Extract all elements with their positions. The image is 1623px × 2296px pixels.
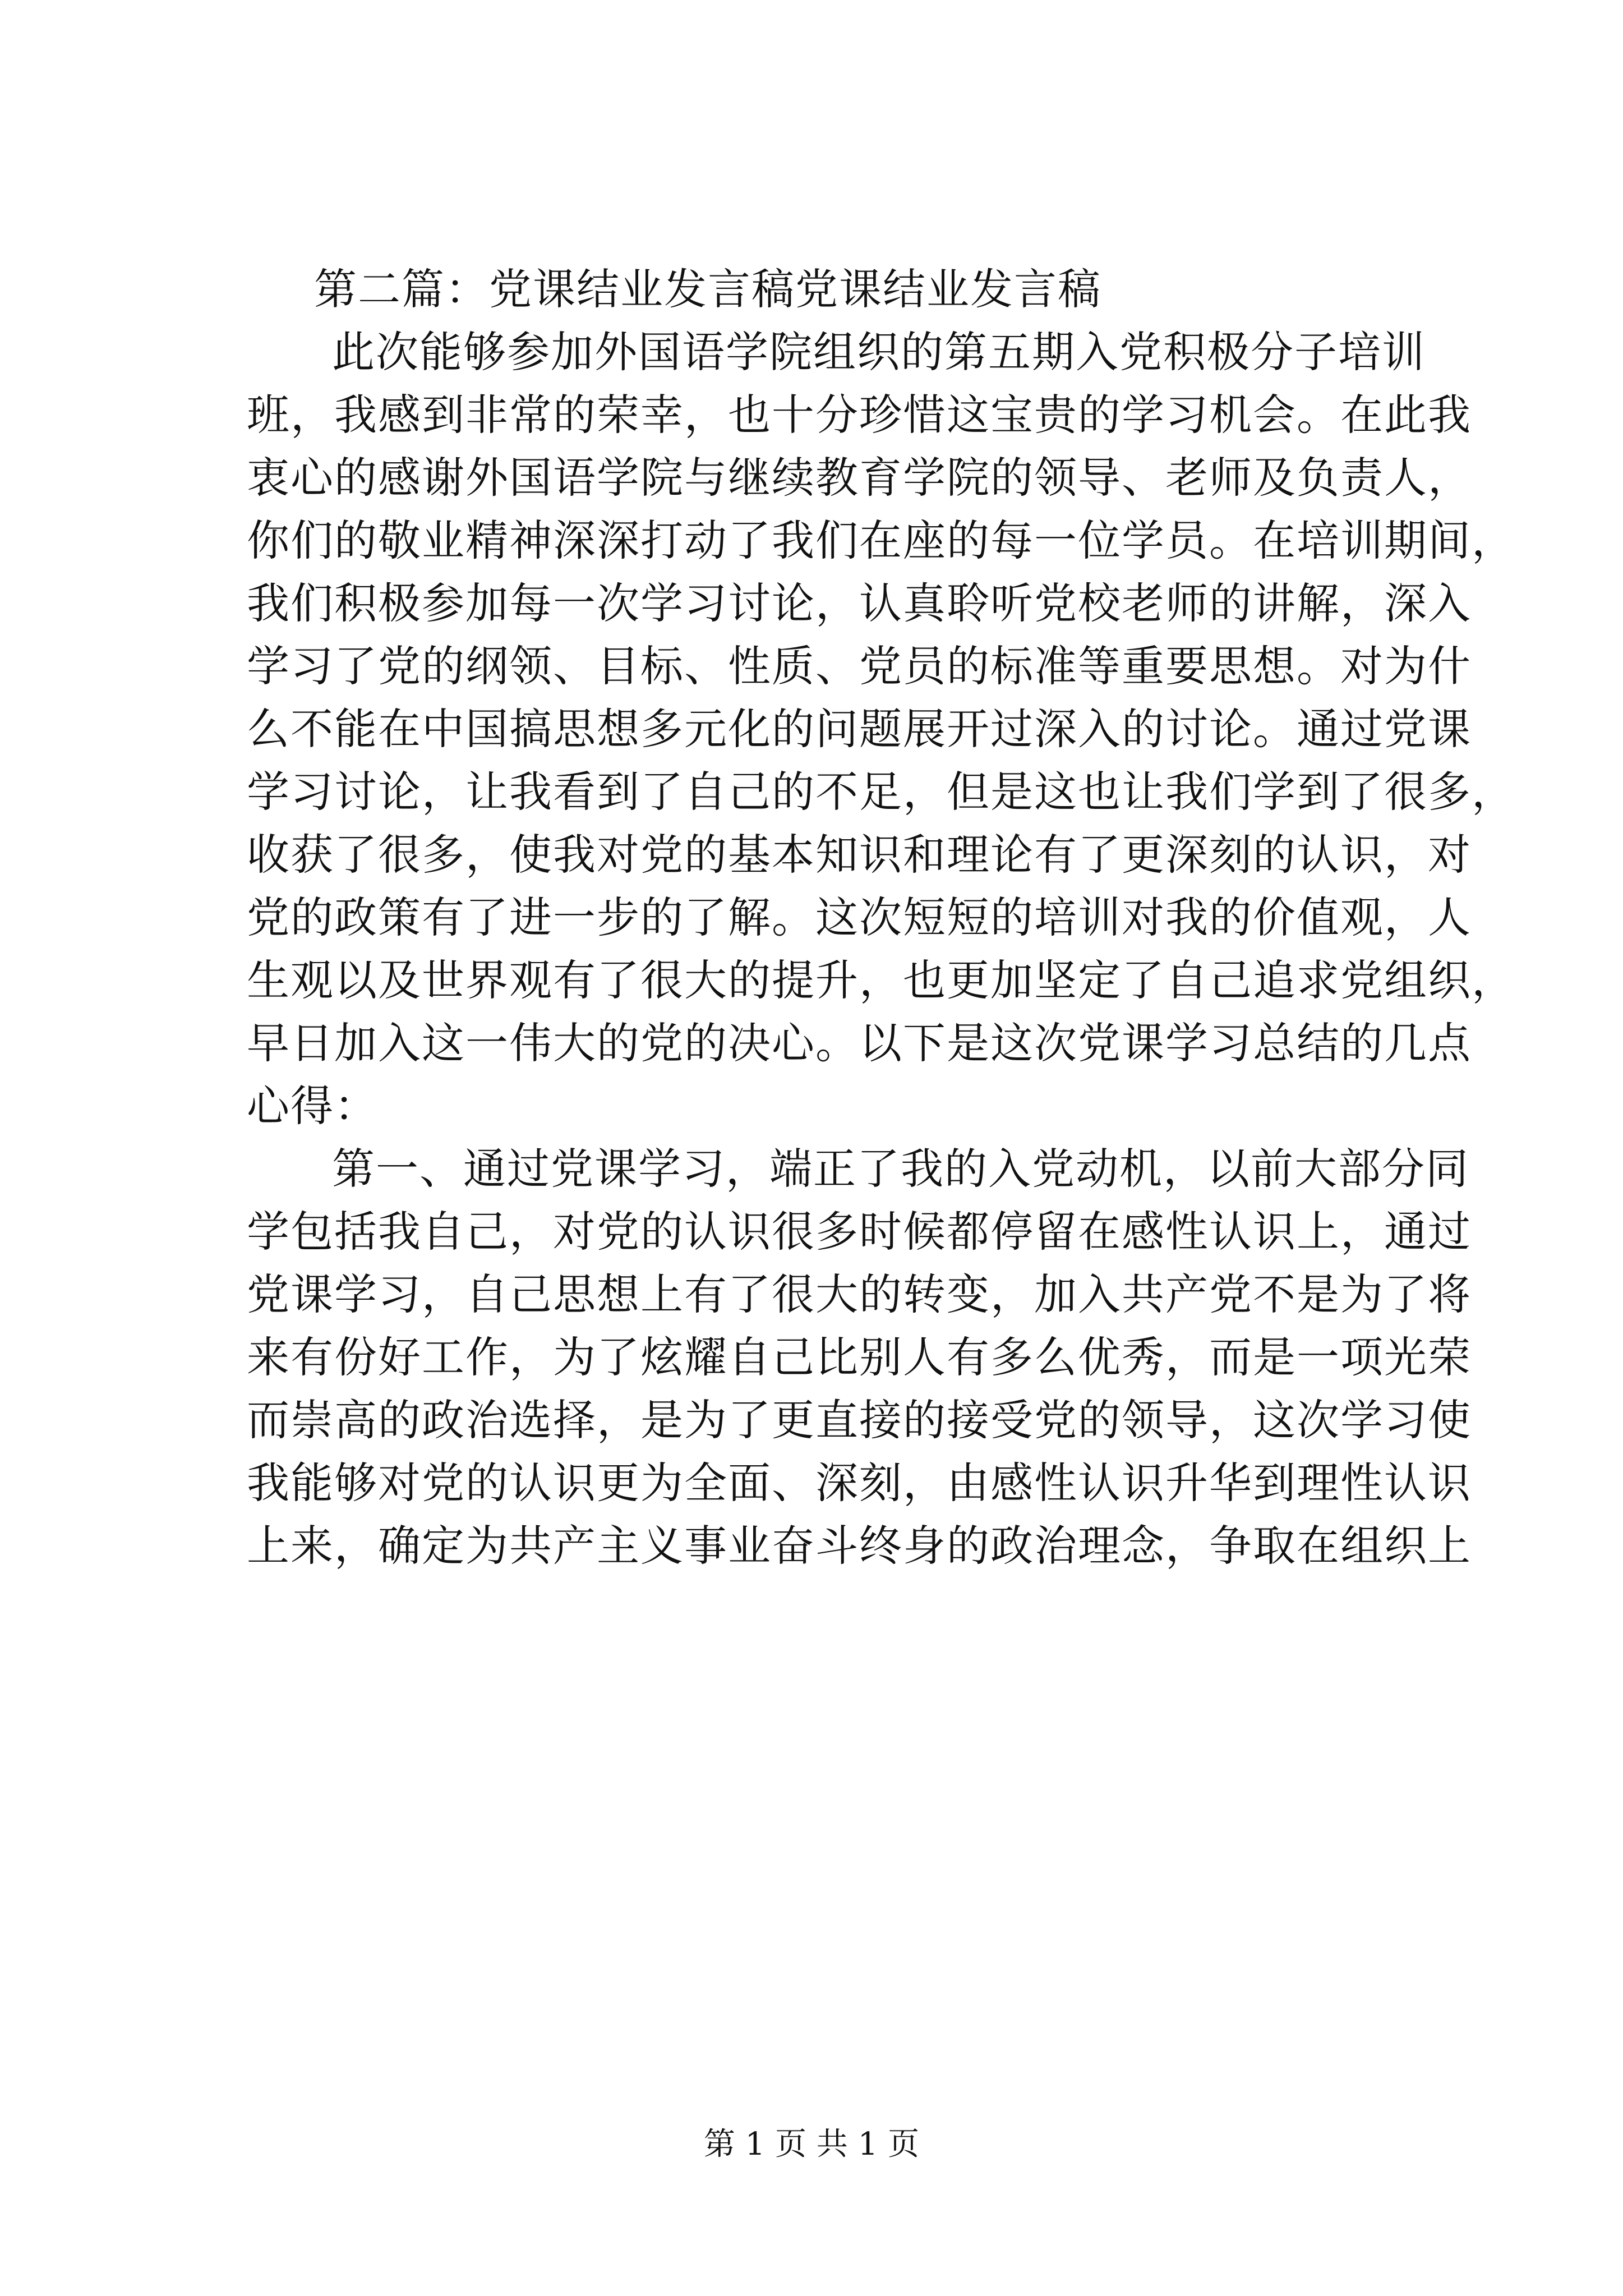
paragraph-line: 么不能在中国搞思想多元化的问题展开过深入的讨论。通过党课	[247, 704, 1472, 754]
paragraph-line: 衷心的感谢外国语学院与继续教育学院的领导、老师及负责人，	[247, 453, 1472, 503]
paragraph-line: 来有份好工作，为了炫耀自己比别人有多么优秀，而是一项光荣	[247, 1332, 1472, 1382]
paragraph-line: 学习讨论，让我看到了自己的不足，但是这也让我们学到了很多，	[247, 767, 1515, 817]
paragraph-line: 早日加入这一伟大的党的决心。以下是这次党课学习总结的几点	[247, 1018, 1472, 1068]
paragraph-line: 生观以及世界观有了很大的提升，也更加坚定了自己追求党组织，	[247, 955, 1515, 1005]
paragraph-line: 你们的敬业精神深深打动了我们在座的每一位学员。在培训期间，	[247, 516, 1515, 565]
paragraph-line: 第一、通过党课学习，端正了我的入党动机，以前大部分同	[332, 1144, 1469, 1194]
paragraph-1	[247, 321, 1515, 1138]
paragraph-line: 党的政策有了进一步的了解。这次短短的培训对我的价值观，人	[247, 892, 1472, 942]
paragraph-line: 上来，确定为共产主义事业奋斗终身的政治理念，争取在组织上	[247, 1521, 1472, 1571]
paragraph-line: 班，我感到非常的荣幸，也十分珍惜这宝贵的学习机会。在此我	[247, 390, 1472, 440]
paragraph-2	[247, 1138, 1472, 1577]
paragraph-line: 我能够对党的认识更为全面、深刻，由感性认识升华到理性认识	[247, 1458, 1472, 1508]
paragraph-line: 学包括我自己，对党的认识很多时候都停留在感性认识上，通过	[247, 1207, 1472, 1257]
paragraph-line: 收获了很多，使我对党的基本知识和理论有了更深刻的认识，对	[247, 830, 1472, 880]
document-body	[247, 258, 1515, 1577]
section-title: 第二篇：党课结业发言稿党课结业发言稿	[314, 264, 1101, 314]
paragraph-line: 而崇高的政治选择，是为了更直接的接受党的领导，这次学习使	[247, 1395, 1472, 1445]
paragraph-line: 学习了党的纲领、目标、性质、党员的标准等重要思想。对为什	[247, 641, 1472, 691]
paragraph-line: 党课学习，自己思想上有了很大的转变，加入共产党不是为了将	[247, 1269, 1472, 1319]
paragraph-line: 我们积极参加每一次学习讨论，认真聆听党校老师的讲解，深入	[247, 578, 1472, 628]
page-number-footer: 第 1 页 共 1 页	[703, 2126, 920, 2162]
paragraph-line: 心得：	[247, 1081, 378, 1131]
paragraph-line: 此次能够参加外国语学院组织的第五期入党积极分子培训	[332, 327, 1426, 377]
